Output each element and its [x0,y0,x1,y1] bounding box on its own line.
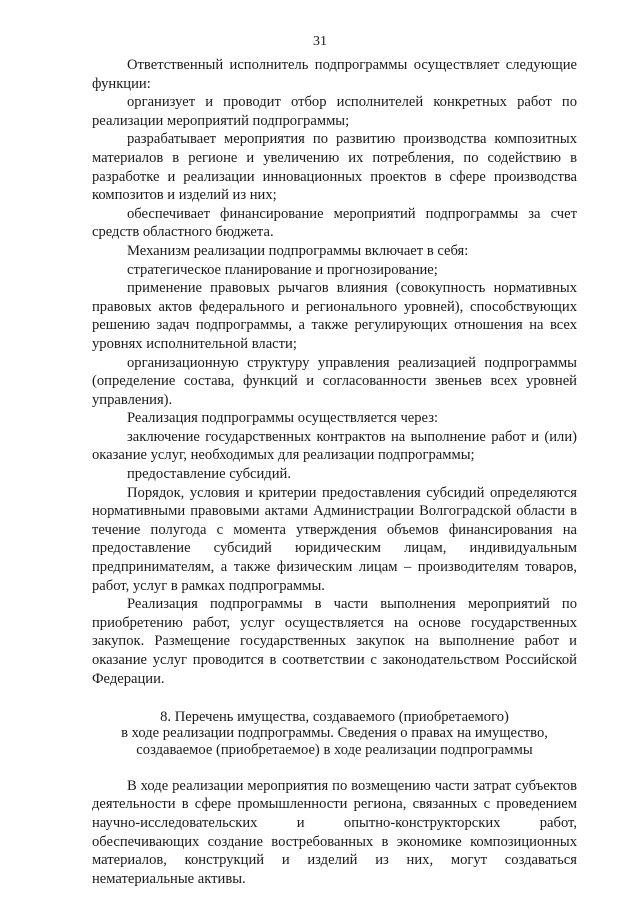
section-heading-line: создаваемое (приобретаемое) в ходе реализации подпрограммы [136,741,533,758]
section-heading-line: 8. Перечень имущества, создаваемого (приобретаемого) [160,709,509,726]
paragraph: предоставление субсидий. [127,466,291,483]
paragraph: Реализация подпрограммы осуществляется через: [127,410,439,427]
page-number: 31 [313,34,327,49]
paragraph: Реализация подпрограммы в части выполнения мероприятий по приобретению работ, услуг осуществляется на основе государственных закупок. Размещение государственных закупок на выполнение работ и оказание услуг проводится в соответствии с законодательством Российской Федерации. [92,596,577,687]
paragraph: разрабатывает мероприятия по развитию производства композитных материалов в регионе и увеличению их потребления, по содействию в разработке и реализации инновационных проектов в сфере производства композитов и изделий из них; [92,131,577,204]
paragraph: организационную структуру управления реализацией подпрограммы (определение состава, функций и согласованности звеньев всех уровней управления). [92,354,577,408]
paragraph: применение правовых рычагов влияния (совокупность нормативных правовых актов федерального и регионального уровней), способствующих решению задач подпрограммы, а также регулирующих отношения на всех уровнях исполнительной власти; [92,280,577,352]
paragraph: обеспечивает финансирование мероприятий подпрограммы за счет средств областного бюджета. [92,205,577,241]
paragraph: Механизм реализации подпрограммы включает в себя: [127,242,469,259]
section-heading-line: в ходе реализации подпрограммы. Сведения о правах на имущество, [121,725,548,742]
section-heading [92,709,577,758]
paragraph: организует и проводит отбор исполнителей конкретных работ по реализации мероприятий подпрограммы; [92,94,577,129]
document-body [92,56,577,888]
paragraph: стратегическое планирование и прогнозирование; [127,261,438,278]
paragraph: Порядок, условия и критерии предоставления субсидий определяются нормативными правовыми актами Администрации Волгоградской области в течение полугода с момента утверждения объемов финансирования на предоставление субсидий юридическим лицам, индивидуальным предпринимателям, а также физическим лицам – производителям товаров, работ, услуг в рамках подпрограммы. [92,484,577,594]
paragraph: заключение государственных контрактов на выполнение работ и (или) оказание услуг, необходимых для реализации подпрограммы; [92,428,577,464]
paragraph: В ходе реализации мероприятия по возмещению части затрат субъектов деятельности в сфере промышленности региона, связанных с проведением научно-исследовательских и опытно-конструкторских работ, обеспечивающих создание востребованных в экономике композиционных материалов, конструкций и изделий из них, могут создаваться нематериальные активы. [92,777,577,887]
paragraph: Ответственный исполнитель подпрограммы осуществляет следующие функции: [92,57,577,92]
